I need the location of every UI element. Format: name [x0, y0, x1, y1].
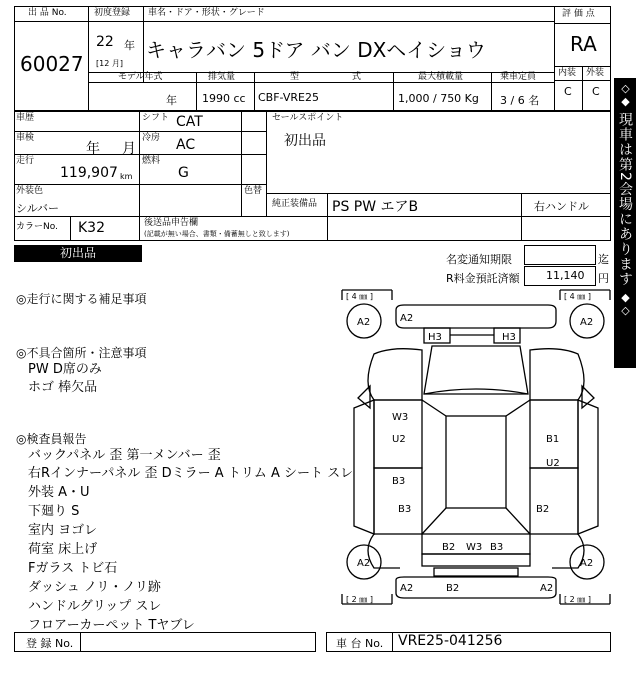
defect-item: PW D席のみ [28, 362, 102, 377]
report-item: フロアーカーペット Tヤブレ [28, 618, 195, 633]
inspection-month: 月 [122, 141, 136, 157]
model-type: CBF-VRE25 [258, 91, 319, 104]
mark-wheel-rl: A2 [357, 558, 371, 569]
mark-tail-b1: B2 [442, 542, 456, 553]
first-listing-banner [14, 245, 142, 262]
max-load: 1,000 / 750 Kg [398, 92, 479, 105]
type-label-2: 式 [352, 72, 362, 82]
shift-value: CAT [176, 114, 203, 130]
mark-rear-bumper-b: B2 [446, 583, 460, 594]
mark-wheel-fl: A2 [357, 317, 371, 328]
lot-number: 60027 [20, 52, 84, 76]
handle-value: 右ハンドル [534, 200, 589, 213]
chassis-number: VRE25-041256 [398, 633, 503, 649]
first-reg-label: 初度登録 [94, 8, 131, 18]
mark-headlight-l: H3 [428, 332, 442, 343]
mileage-value: 119,907 [60, 165, 118, 181]
fuel-label: 燃料 [142, 156, 161, 166]
ac-value: AC [176, 137, 196, 153]
inspection-label: 車検 [16, 133, 35, 143]
grade-score: RA [570, 32, 597, 56]
first-reg-year-unit: 年 [124, 39, 135, 52]
report-item: ダッシュ ノリ・ノリ跡 [28, 580, 161, 595]
inspector-heading: ◎検査員報告 [16, 432, 87, 446]
report-item: バックパネル 歪 第一メンバー 歪 [28, 448, 221, 463]
tire-depth-rear-left: [ 2 ㎜ ] [346, 595, 373, 604]
tire-depth-rear-right: [ 2 ㎜ ] [564, 595, 591, 604]
equip-label: 純正装備品 [272, 199, 318, 209]
displacement: 1990 cc [202, 92, 246, 105]
recolor-label: 色替 [244, 186, 263, 196]
color-label: 外装色 [16, 186, 44, 196]
grade-label: 評 価 点 [562, 9, 595, 19]
deadline-label: 名変通知期限 [446, 253, 512, 266]
mark-tail-b2: B3 [490, 542, 504, 553]
registration-label: 登 録 No. [26, 637, 74, 650]
first-reg-year: 22 [96, 34, 114, 50]
inspection-year: 年 [86, 141, 100, 157]
side-banner-bottom: ◆◇ [619, 290, 632, 317]
mark-left-u: U2 [392, 434, 406, 445]
model-year-unit: 年 [166, 94, 177, 107]
ac-label: 冷房 [142, 133, 161, 143]
first-reg-month: [12 月] [96, 59, 123, 68]
interior-grade: C [564, 85, 572, 98]
car-name-label: 車名・ドア・形状・グレード [148, 8, 265, 18]
type-label: 型 [290, 72, 300, 82]
mark-wheel-rr: A2 [580, 558, 594, 569]
recycle-amount: 11,140 [546, 269, 585, 282]
running-notes-heading: ◎走行に関する補足事項 [16, 292, 147, 306]
interior-label: 内装 [558, 68, 577, 78]
aftermarket-label: 後送品申告欄 [144, 218, 199, 228]
tire-depth-front-left: [ 4 ㎜ ] [346, 292, 373, 301]
history-label: 車歴 [16, 113, 35, 123]
mark-left-b: B3 [392, 476, 406, 487]
deadline-box [524, 245, 596, 265]
mark-tail-w: W3 [466, 542, 483, 553]
defect-item: ホゴ 棒欠品 [28, 380, 98, 395]
mark-right-u: U2 [546, 458, 560, 469]
report-item: 室内 ヨゴレ [28, 523, 98, 538]
tire-depth-front-right: [ 4 ㎜ ] [564, 292, 591, 301]
mark-front-bumper: A2 [400, 313, 414, 324]
max-load-label: 最大積載量 [418, 72, 464, 82]
report-item: 右Rインナーパネル 歪 Dミラー A トリム A シート スレ [28, 466, 354, 481]
deadline-unit: 迄 [598, 253, 609, 266]
mark-headlight-r: H3 [502, 332, 516, 343]
report-item: 下廻り S [28, 504, 80, 519]
side-banner-text: 現車は第2会場にあります [617, 112, 633, 287]
car-name: キャラバン 5ドア バン DXヘイショウ [146, 38, 486, 62]
car-damage-diagram [340, 288, 612, 606]
recycle-unit: 円 [598, 272, 609, 285]
mark-rear-bumper-c: A2 [540, 583, 554, 594]
lot-no-label: 出 品 No. [28, 8, 67, 18]
defects-heading: ◎不具合箇所・注意事項 [16, 346, 147, 360]
capacity-label: 乗車定員 [500, 72, 537, 82]
equip-value: PS PW エアB [332, 199, 419, 215]
shift-label: シフト [142, 113, 170, 123]
mark-left-w: W3 [392, 412, 409, 423]
report-item: Fガラス トビ石 [28, 561, 118, 576]
chassis-label: 車 台 No. [336, 637, 384, 650]
capacity: 3 / 6 名 [500, 94, 540, 107]
mark-right-b: B1 [546, 434, 560, 445]
mark-right-rear: B2 [536, 504, 550, 515]
report-item: 荷室 床上げ [28, 542, 98, 557]
recycle-label: R料金預託済額 [446, 272, 520, 285]
mileage-unit: km [120, 172, 133, 181]
venue-side-banner [614, 78, 636, 368]
mileage-label: 走行 [16, 156, 35, 166]
report-item: 外装 A・U [28, 485, 90, 500]
displacement-label: 排気量 [208, 72, 236, 82]
aftermarket-note: (記載が無い場合、書類・備蓄無しと致します) [144, 230, 290, 238]
color-value: シルバー [16, 202, 59, 215]
color-no-label: カラーNo. [16, 222, 58, 232]
fuel-value: G [178, 165, 189, 181]
model-year-label: モデル年式 [118, 72, 163, 82]
mark-rear-bumper-a: A2 [400, 583, 414, 594]
sales-point: 初出品 [284, 133, 326, 149]
exterior-grade: C [592, 85, 600, 98]
mark-wheel-fr: A2 [580, 317, 594, 328]
exterior-label: 外装 [586, 68, 605, 78]
color-no: K32 [78, 220, 105, 236]
sales-point-label: セールスポイント [272, 113, 344, 123]
first-listing-banner-text: 初出品 [59, 246, 96, 260]
side-banner-top: ◇◆ [619, 82, 632, 108]
mark-left-rear: B3 [398, 504, 412, 515]
report-item: ハンドルグリップ スレ [28, 599, 162, 614]
